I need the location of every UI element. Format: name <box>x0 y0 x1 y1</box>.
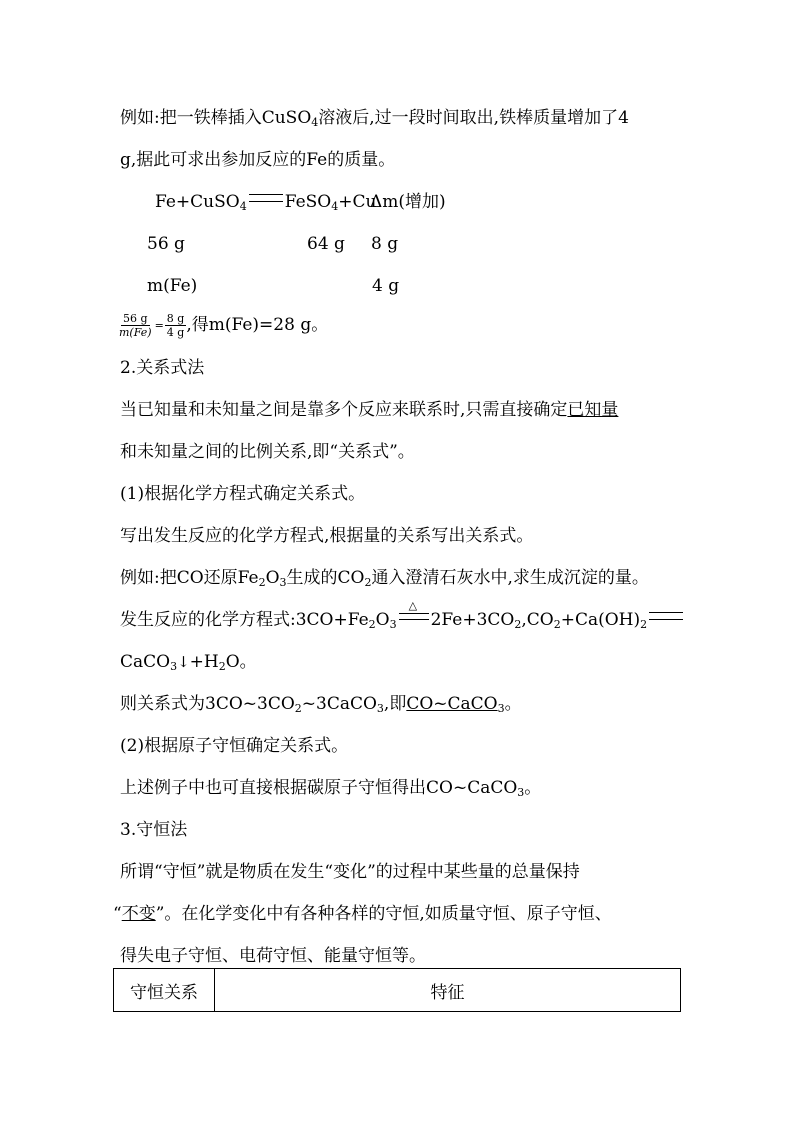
fraction-2: $\frac{8 g}{4 g}$ <box>166 312 185 339</box>
precipitate-arrow-icon: ↓ <box>177 653 190 671</box>
fraction-1: $\frac{56 g}{m(Fe)}$ <box>119 312 152 339</box>
section-2-paragraph-line1: 当已知量和未知量之间是靠多个反应来联系时,只需直接确定已知量 <box>120 400 619 420</box>
ratio-equation: $\frac{56 g}{m(Fe)}$ = $\frac{8 g}{4 g}$ ,得m(Fe)=28 g。 <box>119 312 329 339</box>
section-2-relation: 则关系式为$3CO\sim 3CO_2\sim 3CaCO_3$,即CO~CaCO$_3$。 <box>120 694 522 715</box>
mass-delta: 8 g <box>371 234 399 254</box>
section-2-item-2: (2)根据原子守恒确定关系式。 <box>120 736 349 756</box>
section-2-item-2-desc: 上述例子中也可直接根据碳原子守恒得出CO~CaCO$_3$。 <box>120 778 542 799</box>
delta-mass-label: Δm(增加) <box>370 192 446 212</box>
mass-fe: 56 g <box>147 234 185 254</box>
section-3-paragraph-line2: “不变”。在化学变化中有各种各样的守恒,如质量守恒、原子守恒、 <box>113 904 612 924</box>
section-2-item-1-desc: 写出发生反应的化学方程式,根据量的关系写出关系式。 <box>120 526 534 546</box>
section-2-equation-line1: 发生反应的化学方程式$:3CO+Fe_2O_3$ △ $2Fe+3CO_2,CO_2+Ca(OH)_2$ <box>120 608 685 637</box>
unknown-mass-fe: m(Fe) <box>147 276 198 296</box>
table-header-row <box>114 969 681 1012</box>
section-3-paragraph-line1: 所谓“守恒”就是物质在发生“变化”的过程中某些量的总量保持 <box>120 862 580 882</box>
equals-sign-icon <box>649 612 683 620</box>
table-header-relation: 守恒关系 <box>114 969 215 1012</box>
section-3-title: 3.守恒法 <box>120 820 188 840</box>
example-paragraph-line1: 例如:把一铁棒插入CuSO$_4$溶液后,过一段时间取出,铁棒质量增加了4 <box>120 108 629 129</box>
mass-cu: 64 g <box>307 234 345 254</box>
reaction-equation: Fe+CuSO$_4$ FeSO$_4$+Cu <box>155 192 377 213</box>
section-2-paragraph-line2: 和未知量之间的比例关系,即“关系式”。 <box>120 442 415 462</box>
section-2-title: 2.关系式法 <box>120 358 205 378</box>
given-delta: 4 g <box>372 276 400 296</box>
conservation-table <box>113 968 681 1012</box>
relation-answer: CO~CaCO$_3$ <box>406 694 505 715</box>
example-paragraph-line2: g,据此可求出参加反应的Fe的质量。 <box>120 150 396 170</box>
section-3-paragraph-line3: 得失电子守恒、电荷守恒、能量守恒等。 <box>120 946 426 966</box>
heat-condition-icon: △ <box>399 613 429 620</box>
section-2-example: 例如:把CO还原$Fe_2O_3$生成的$CO_2$通入澄清石灰水中,求生成沉淀的量。 <box>120 568 649 589</box>
section-2-equation-line2: $CaCO_3↓+H_2O$。 <box>120 652 257 673</box>
table-header-feature: 特征 <box>215 969 681 1012</box>
equals-sign-icon <box>249 194 283 202</box>
section-2-item-1: (1)根据化学方程式确定关系式。 <box>120 484 366 504</box>
